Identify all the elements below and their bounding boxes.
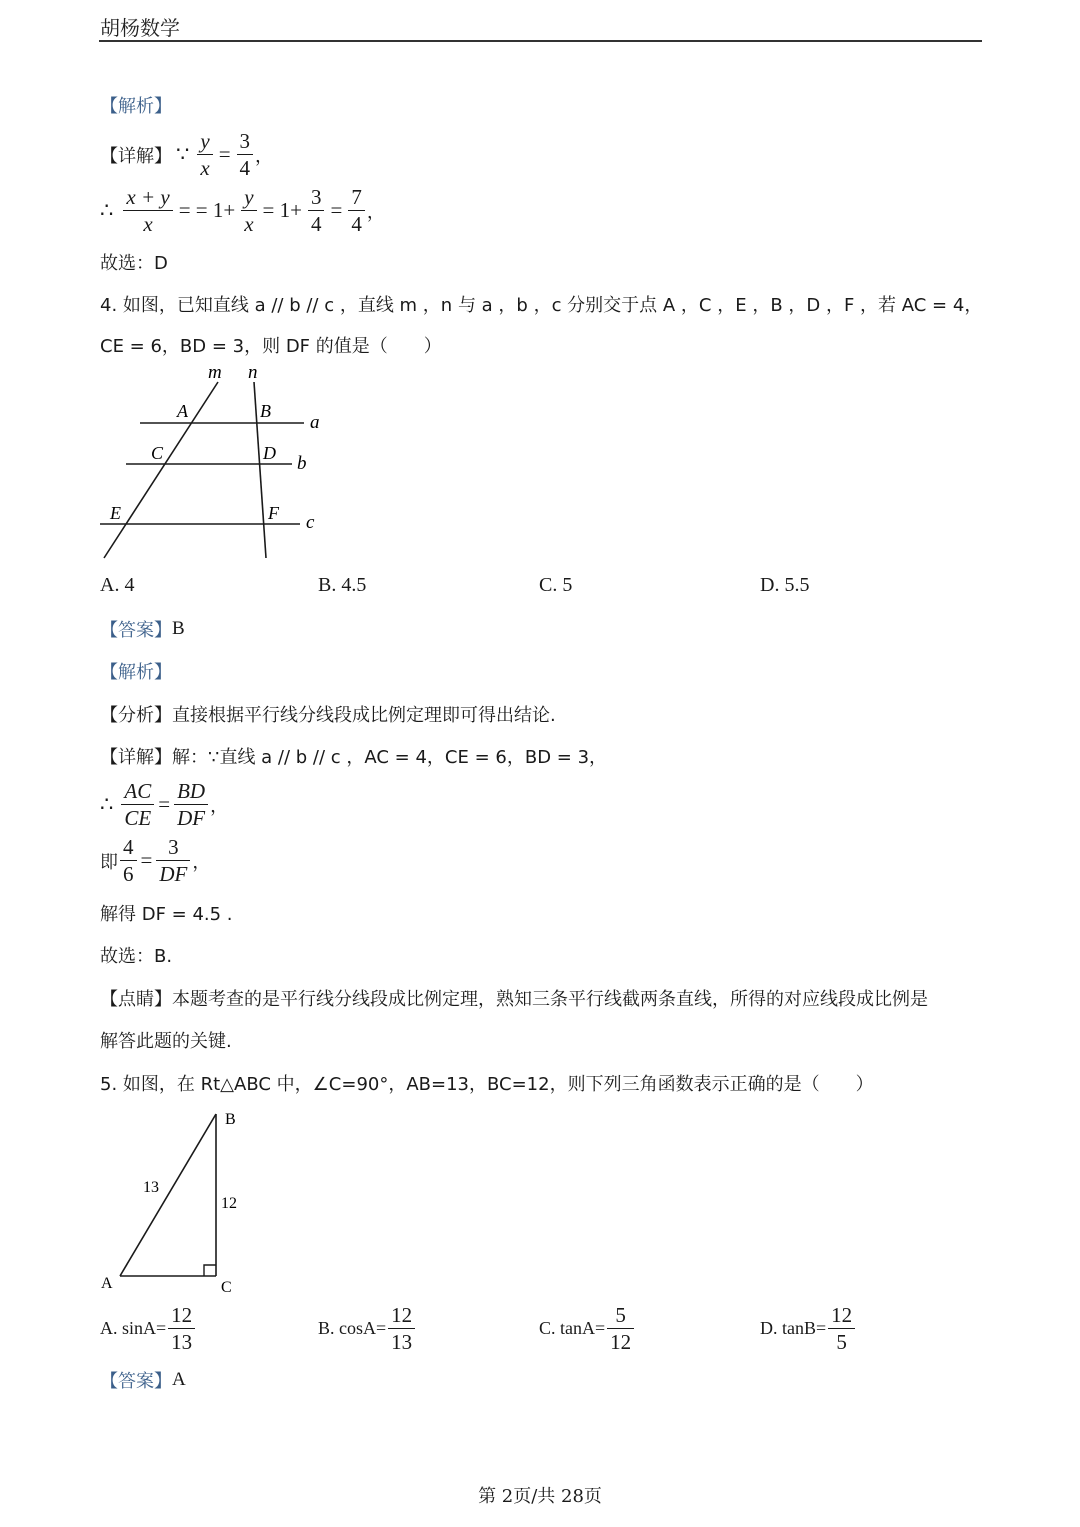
q4-choice: 故选：B. <box>100 946 173 967</box>
q4-answer: 【答案】 B <box>100 618 185 641</box>
q4-solve: 解得 DF = 4.5 . <box>100 904 233 925</box>
q4-ratio-line: ∴ $\frac{AC}{CE}$ = $\frac{BD}{DF}$ ， <box>100 779 229 830</box>
page-number: 第 2页/共 28页 <box>478 1486 602 1507</box>
q5-option-a: A. sinA= $\frac{12}{13}$ <box>100 1302 197 1355</box>
header-divider <box>99 40 982 42</box>
q4-option-a: A. 4 <box>100 574 135 596</box>
fraction-bd-over-df: $\frac{BD}{DF}$ <box>174 778 208 831</box>
fraction-y-over-x: $\frac{y}{x}$ <box>197 128 212 181</box>
label-leg-12: 12 <box>221 1195 237 1212</box>
line-m <box>104 382 218 558</box>
vertex-A: A <box>101 1275 113 1292</box>
label-a: a <box>310 412 320 433</box>
vertex-B: B <box>225 1111 236 1128</box>
fraction-4-over-6: $\frac{4}{6}$ <box>120 834 137 887</box>
q5-option-d: D. tanB= $\frac{12}{5}$ <box>760 1302 857 1355</box>
q4-stem-line-2: CE = 6，BD = 3，则 DF 的值是（ ） <box>100 336 442 357</box>
q4-option-d: D. 5.5 <box>760 574 810 596</box>
fraction-7-over-4: $\frac{7}{4}$ <box>348 184 365 237</box>
q4-stem-line-1: 4. 如图，已知直线 a // b // c ，直线 m ，n 与 a ，b ，c 分别交于点 A ，C ，E ，B ，D ，F ，若 AC = 4， <box>100 295 983 316</box>
prev-choice: 故选：D <box>100 253 168 274</box>
label-D: D <box>263 443 276 463</box>
detail-line-1: 【详解】 ∵ $\frac{y}{x}$ = $\frac{3}{4}$ ， <box>100 129 274 180</box>
q5-option-b: B. cosA= $\frac{12}{13}$ <box>318 1302 417 1355</box>
right-angle-mark <box>204 1265 216 1276</box>
q4-analyze: 【分析】 直接根据平行线分线段成比例定理即可得出结论. <box>100 705 556 726</box>
side-ab <box>120 1114 216 1276</box>
label-hypotenuse-13: 13 <box>143 1179 159 1196</box>
label-F: F <box>268 503 279 523</box>
label-B: B <box>260 401 271 421</box>
label-C: C <box>151 443 164 463</box>
fraction-y-over-x-2: $\frac{y}{x}$ <box>241 184 256 237</box>
q4-comment: 【点睛】 本题考查的是平行线分线段成比例定理，熟知三条平行线截两条直线，所得的对应线段成比例是 <box>100 989 928 1010</box>
label-b: b <box>297 453 307 474</box>
page-header-title: 胡杨数学 <box>100 16 180 40</box>
q4-substitute-line: 即 $\frac{4}{6}$ = $\frac{3}{DF}$ ， <box>100 835 211 886</box>
q4-comment-line-2: 解答此题的关键. <box>100 1031 232 1052</box>
q5-answer: 【答案】 A <box>100 1369 186 1392</box>
q4-option-b: B. 4.5 <box>318 574 367 596</box>
therefore-symbol: ∴ <box>100 198 114 222</box>
detail-line-2: ∴ $\frac{x + y}{x}$ = = 1+ $\frac{y}{x}$ = 1+ $\frac{3}{4}$ = $\frac{7}{4}$ ， <box>100 185 385 236</box>
because-symbol: ∵ <box>176 142 190 166</box>
fraction-3-over-4: $\frac{3}{4}$ <box>237 128 254 181</box>
fraction-3-over-df: $\frac{3}{DF}$ <box>156 834 190 887</box>
q4-detail: 【详解】 解：∵直线 a // b // c ，AC = 4，CE = 6，BD = 3， <box>100 747 608 768</box>
label-n: n <box>248 362 258 383</box>
q5-figure <box>95 1105 255 1300</box>
detail-tag: 【详解】 <box>100 145 172 167</box>
q5-stem: 5. 如图，在 Rt△ABC 中，∠C=90°，AB=13，BC=12，则下列三角函数表示正确的是（ ） <box>100 1074 874 1095</box>
fraction-xy-over-x: $\frac{x + y}{x}$ <box>123 184 172 237</box>
vertex-C: C <box>221 1279 232 1296</box>
q5-option-c: C. tanA= $\frac{5}{12}$ <box>539 1302 636 1355</box>
q4-figure <box>90 360 340 570</box>
analysis-tag: 【解析】 <box>100 96 172 117</box>
fraction-ac-over-ce: $\frac{AC}{CE}$ <box>121 778 154 831</box>
label-E: E <box>110 503 121 523</box>
label-c: c <box>306 512 315 533</box>
label-A: A <box>177 401 188 421</box>
q4-option-c: C. 5 <box>539 574 573 596</box>
label-m: m <box>208 362 222 383</box>
q4-analysis-tag: 【解析】 <box>100 662 172 683</box>
fraction-3-over-4-b: $\frac{3}{4}$ <box>308 184 325 237</box>
